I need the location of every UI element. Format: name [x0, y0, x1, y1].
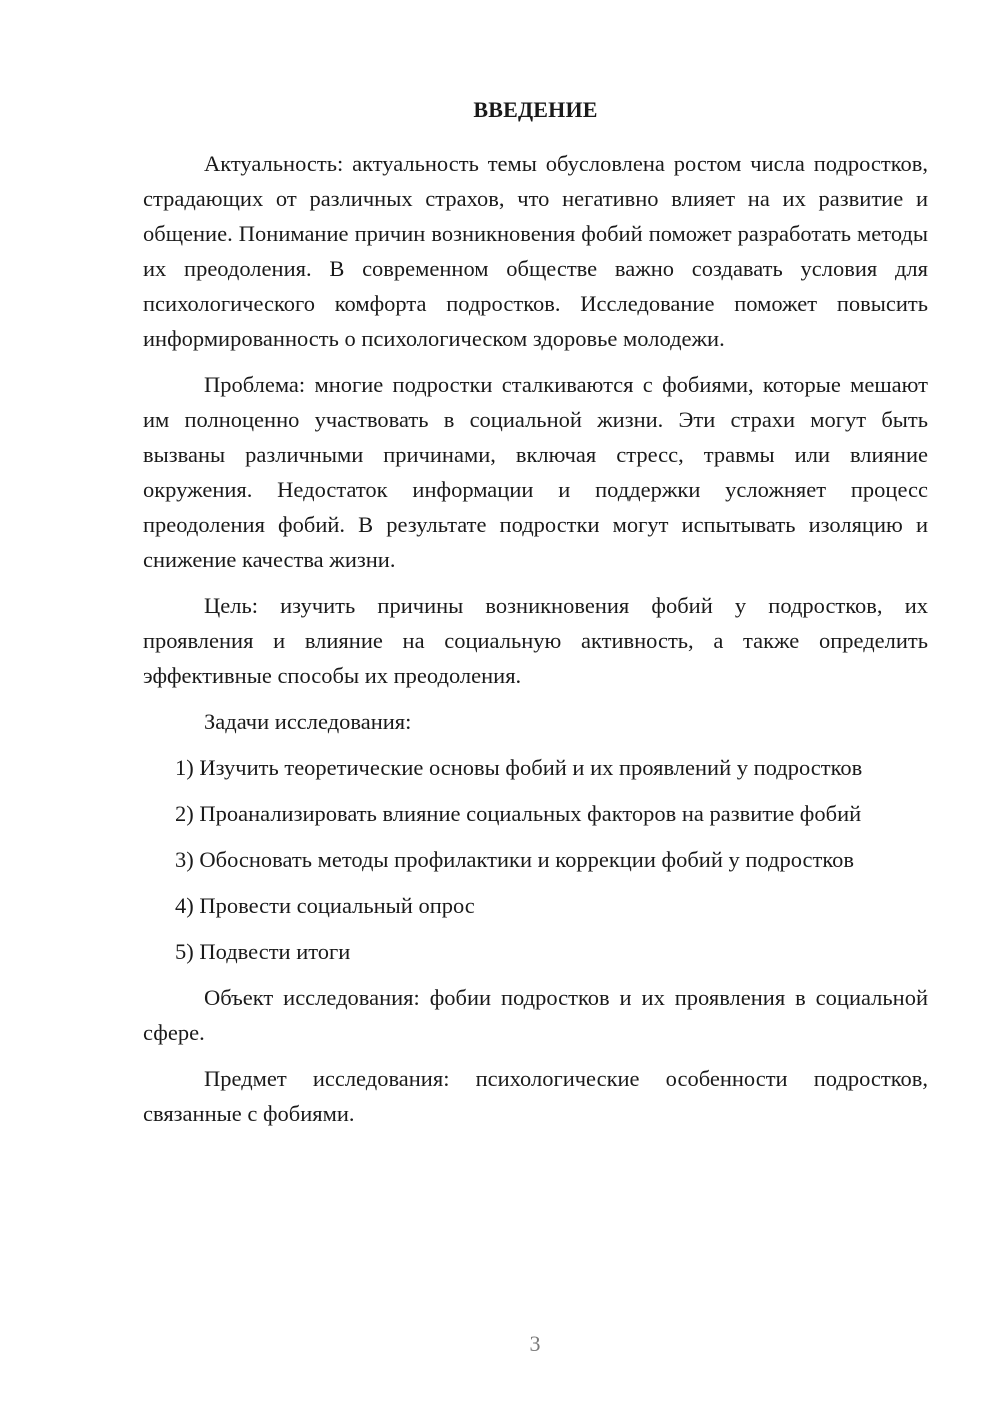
- tasks-heading: Задачи исследования:: [204, 709, 412, 734]
- goal-paragraph: Цель: изучить причины возникновения фобий у подростков, их проявления и влияние на социальную активность, а также определить эффективные способы их преодоления.: [143, 593, 928, 688]
- object-paragraph: Объект исследования: фобии подростков и их проявления в социальной сфере.: [143, 985, 928, 1045]
- relevance-paragraph: Актуальность: актуальность темы обусловлена ростом числа подростков, страдающих от различных страхов, что негативно влияет на их развитие и общение. Понимание причин возникновения фобий поможет разработать методы их преодоления. В современном обществе важно создавать условия для психологического комфорта подростков. Исследование поможет повысить информированность о психологическом здоровье молодежи.: [143, 151, 928, 351]
- task-item-2: 2) Проанализировать влияние социальных факторов на развитие фобий: [175, 801, 862, 826]
- subject-paragraph: Предмет исследования: психологические особенности подростков, связанные с фобиями.: [143, 1066, 928, 1126]
- task-item-3: 3) Обосновать методы профилактики и коррекции фобий у подростков: [175, 847, 854, 872]
- page-number: 3: [529, 1331, 541, 1356]
- document-page: [143, 92, 928, 1142]
- section-title: ВВЕДЕНИЕ: [473, 97, 598, 122]
- task-item-4: 4) Провести социальный опрос: [175, 893, 475, 918]
- task-item-1: 1) Изучить теоретические основы фобий и их проявлений у подростков: [175, 755, 863, 780]
- task-item-5: 5) Подвести итоги: [175, 939, 351, 964]
- problem-paragraph: Проблема: многие подростки сталкиваются с фобиями, которые мешают им полноценно участвовать в социальной жизни. Эти страхи могут быть вызваны различными причинами, включая стресс, травмы или влияние окружения. Недостаток информации и поддержки усложняет процесс преодоления фобий. В результате подростки могут испытывать изоляцию и снижение качества жизни.: [143, 372, 928, 572]
